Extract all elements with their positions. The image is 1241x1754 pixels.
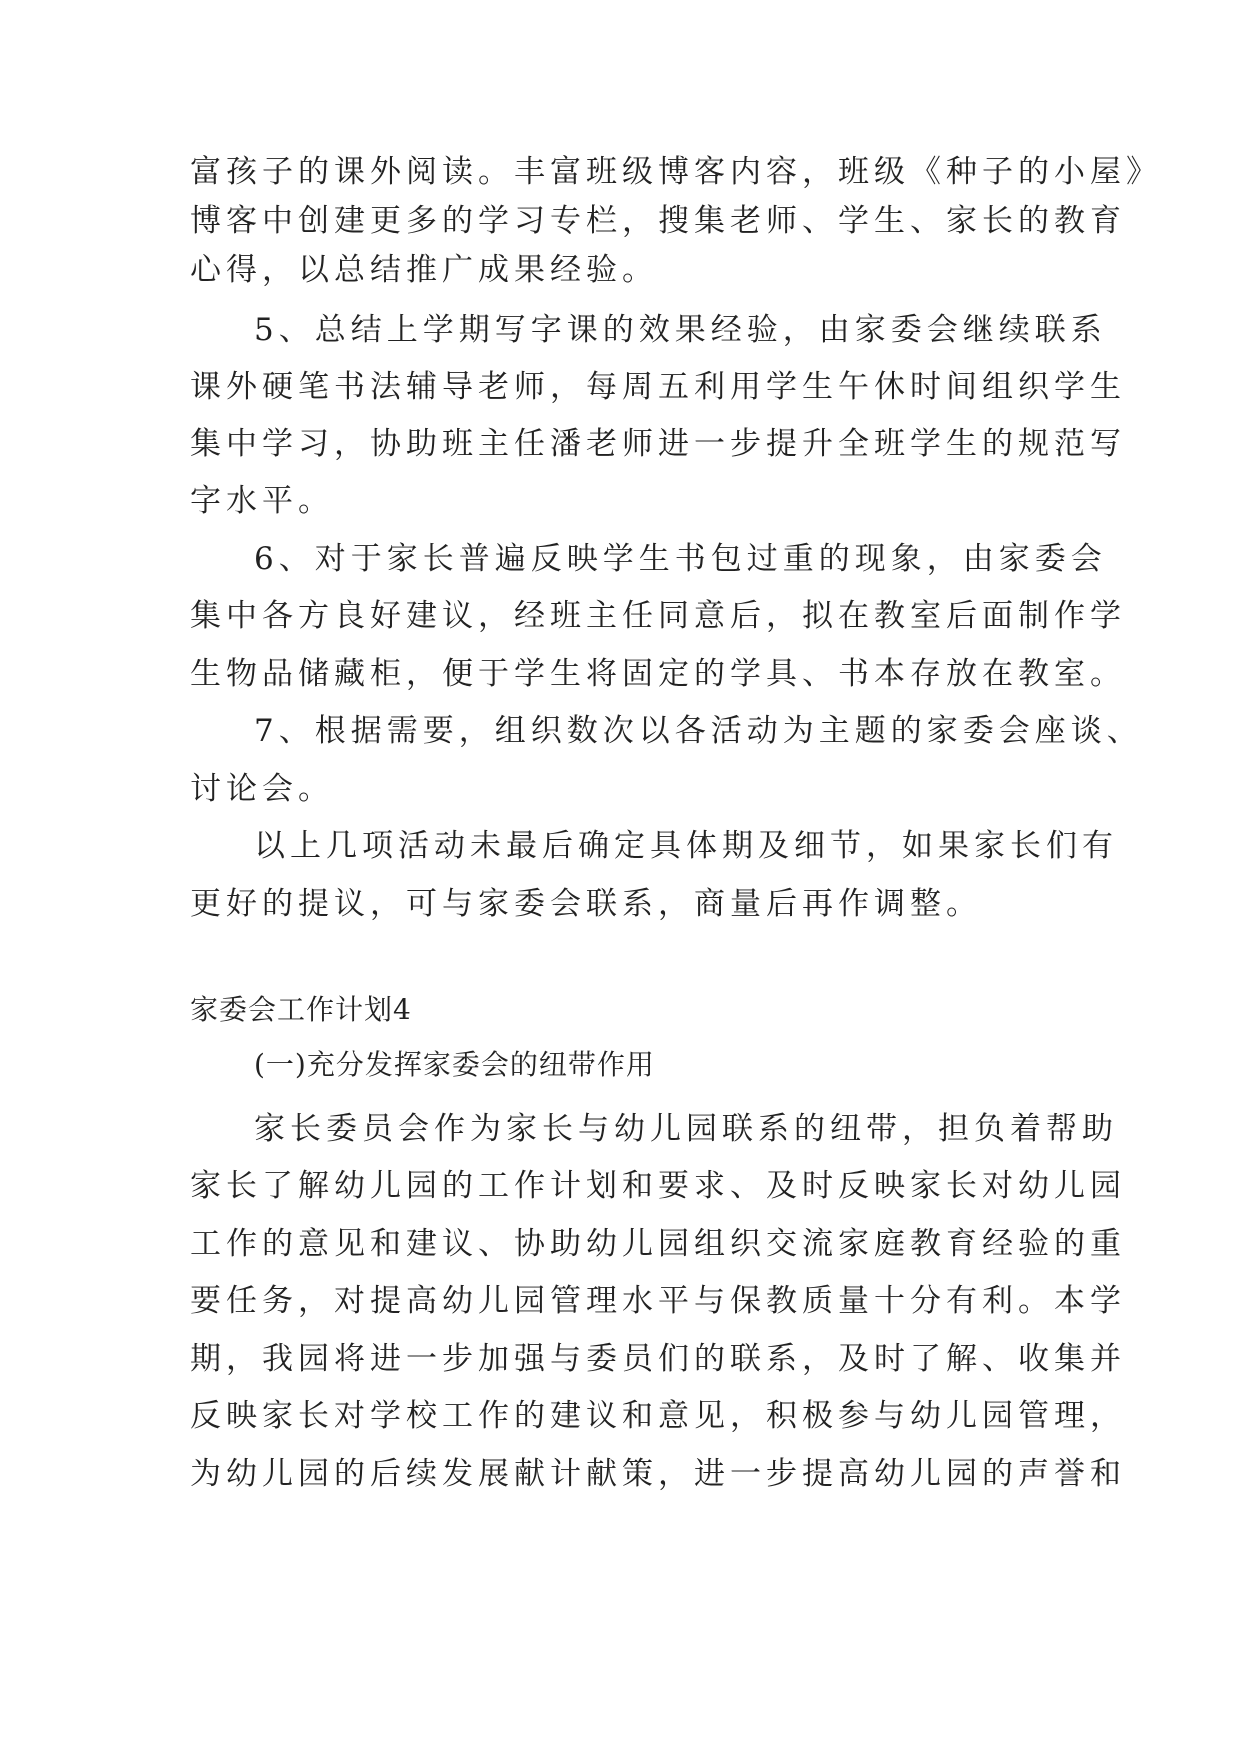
text-line: 生物品储藏柜，便于学生将固定的学具、书本存放在教室。 [190,656,1126,692]
text-line: 集中各方良好建议，经班主任同意后，拟在教室后面制作学 [190,598,1126,634]
text-line: 讨论会。 [190,771,334,807]
text-line: 6、对于家长普遍反映学生书包过重的现象，由家委会 [254,541,1107,577]
text-line: 以上几项活动未最后确定具体期及细节，如果家长们有 [254,828,1118,864]
section-title: 家委会工作计划4 [190,993,412,1026]
text-line: 富孩子的课外阅读。丰富班级博客内容，班级《种子的小屋》 [190,154,1162,190]
text-line: 家长了解幼儿园的工作计划和要求、及时反映家长对幼儿园 [190,1168,1126,1204]
text-line: 博客中创建更多的学习专栏，搜集老师、学生、家长的教育 [190,203,1126,239]
text-line: 5、总结上学期写字课的效果经验，由家委会继续联系 [254,312,1107,348]
text-line: 反映家长对学校工作的建议和意见，积极参与幼儿园管理， [190,1398,1126,1434]
text-line: 为幼儿园的后续发展献计献策，进一步提高幼儿园的声誉和 [190,1456,1126,1492]
text-line: 要任务，对提高幼儿园管理水平与保教质量十分有利。本学 [190,1283,1126,1319]
text-line: 心得，以总结推广成果经验。 [190,252,658,288]
text-line: 课外硬笔书法辅导老师，每周五利用学生午休时间组织学生 [190,369,1126,405]
text-line: 字水平。 [190,483,334,519]
subsection-title: (一)充分发挥家委会的纽带作用 [254,1048,655,1081]
text-line: 工作的意见和建议、协助幼儿园组织交流家庭教育经验的重 [190,1226,1126,1262]
text-line: 7、根据需要，组织数次以各活动为主题的家委会座谈、 [254,713,1143,749]
text-line: 集中学习，协助班主任潘老师进一步提升全班学生的规范写 [190,426,1126,462]
text-line: 更好的提议，可与家委会联系，商量后再作调整。 [190,886,982,922]
text-line: 家长委员会作为家长与幼儿园联系的纽带，担负着帮助 [254,1111,1118,1147]
text-line: 期，我园将进一步加强与委员们的联系，及时了解、收集并 [190,1341,1126,1377]
